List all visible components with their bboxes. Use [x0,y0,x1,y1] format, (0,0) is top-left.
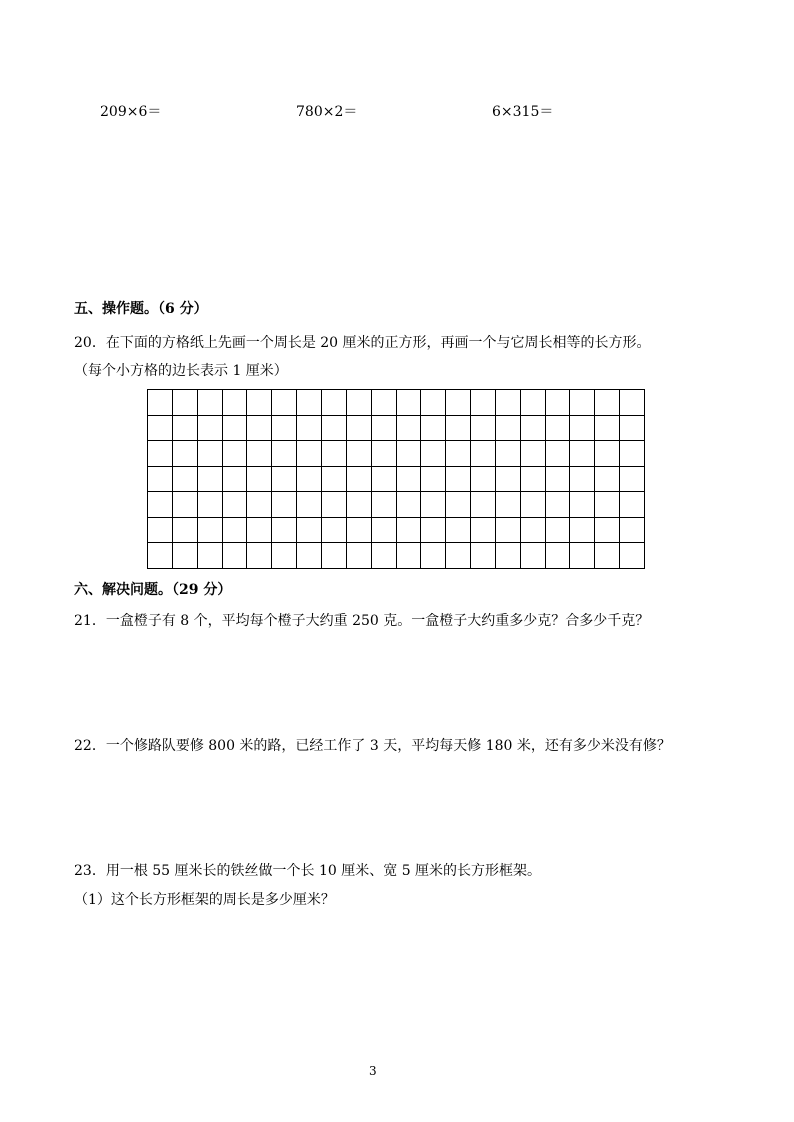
grid-cell [347,467,372,493]
grid-cell [570,518,595,544]
grid-cell [372,390,397,416]
grid-cell [620,467,645,493]
grid-cell [421,441,446,467]
grid-cell [223,467,248,493]
grid-cell [446,467,471,493]
grid-cell [223,390,248,416]
calc-3: 6×315＝ [492,104,554,120]
grid-cell [247,492,272,518]
grid-cell [620,416,645,442]
grid-cell [521,416,546,442]
grid-cell [148,492,173,518]
grid-cell [347,492,372,518]
grid-cell [446,518,471,544]
grid-cell [173,518,198,544]
grid-cell [546,467,571,493]
grid-cell [297,543,322,569]
grid-cell [397,467,422,493]
question-23-part-1: （1）这个长方形框架的周长是多少厘米？ [74,892,335,908]
grid-cell [198,467,223,493]
grid-cell [397,518,422,544]
grid-cell [397,441,422,467]
grid-cell [421,518,446,544]
grid-cell [347,441,372,467]
grid-cell [496,492,521,518]
grid-cell [546,543,571,569]
grid-cell [223,543,248,569]
grid-cell [496,543,521,569]
grid-cell [297,492,322,518]
grid-cell [521,492,546,518]
grid-cell [595,390,620,416]
grid-cell [546,416,571,442]
grid-cell [446,416,471,442]
grid-cell [272,441,297,467]
grid-cell [421,492,446,518]
grid-cell [322,492,347,518]
grid-cell [620,518,645,544]
grid-cell [595,416,620,442]
grid-cell [247,390,272,416]
grid-cell [570,467,595,493]
grid-cell [397,543,422,569]
grid-cell [397,390,422,416]
question-21: 21．一盒橙子有 8 个，平均每个橙子大约重 250 克。一盒橙子大约重多少克？合多少千克？ [74,613,650,629]
grid-cell [223,441,248,467]
grid-cell [347,416,372,442]
grid-cell [570,390,595,416]
grid-cell [198,441,223,467]
grid-cell [595,492,620,518]
grid-cell [148,467,173,493]
grid-cell [595,543,620,569]
grid-cell [297,467,322,493]
grid-cell [397,492,422,518]
grid-cell [570,543,595,569]
grid-cell [322,543,347,569]
grid-cell [496,441,521,467]
grid-cell [247,467,272,493]
grid-cell [521,390,546,416]
grid-cell [595,441,620,467]
grid-cell [223,518,248,544]
grid-cell [198,390,223,416]
grid-cell [272,467,297,493]
calc-1: 209×6＝ [100,104,162,120]
grid-paper [147,389,645,569]
grid-cell [620,441,645,467]
grid-cell [521,518,546,544]
grid-cell [198,416,223,442]
grid-cell [496,467,521,493]
grid-cell [148,390,173,416]
grid-cell [247,543,272,569]
page-number: 3 [369,1064,377,1078]
grid-cell [620,543,645,569]
grid-cell [546,492,571,518]
grid-cell [173,492,198,518]
grid-cell [421,543,446,569]
grid-cell [272,390,297,416]
grid-cell [198,492,223,518]
grid-cell [471,390,496,416]
grid-cell [446,441,471,467]
grid-cell [173,416,198,442]
grid-cell [272,543,297,569]
grid-cell [372,416,397,442]
grid-cell [546,390,571,416]
grid-cell [322,390,347,416]
grid-cell [496,416,521,442]
grid-cell [148,543,173,569]
grid-cell [372,543,397,569]
grid-cell [471,492,496,518]
grid-cell [148,518,173,544]
grid-cell [148,441,173,467]
grid-cell [223,492,248,518]
grid-cell [496,390,521,416]
grid-cell [247,441,272,467]
grid-cell [570,441,595,467]
grid-cell [198,543,223,569]
grid-cell [173,441,198,467]
grid-cell [272,518,297,544]
grid-cell [198,518,223,544]
grid-cell [347,543,372,569]
grid-cell [471,467,496,493]
grid-cell [471,543,496,569]
grid-cell [546,518,571,544]
grid-cell [347,390,372,416]
grid-cell [421,416,446,442]
grid-cell [173,543,198,569]
grid-cell [223,416,248,442]
grid-cell [148,416,173,442]
grid-cell [347,518,372,544]
grid-cell [421,467,446,493]
grid-cell [521,441,546,467]
grid-cell [173,467,198,493]
grid-cell [446,390,471,416]
grid-cell [173,390,198,416]
grid-cell [521,543,546,569]
grid-cell [421,390,446,416]
grid-cell [620,390,645,416]
grid-cell [297,390,322,416]
grid-cell [446,492,471,518]
grid-cell [247,518,272,544]
grid-cell [471,518,496,544]
grid-cell [272,416,297,442]
grid-cell [471,441,496,467]
section6-title: 六、解决问题。（29 分） [74,582,232,598]
calc-2: 780×2＝ [296,104,358,120]
grid-cell [372,518,397,544]
grid-cell [372,492,397,518]
grid-cell [471,416,496,442]
grid-cell [322,441,347,467]
grid-cell [247,416,272,442]
grid-cell [620,492,645,518]
question-20: 20．在下面的方格纸上先画一个周长是 20 厘米的正方形，再画一个与它周长相等的长方形。 [74,335,651,351]
grid-cell [322,467,347,493]
grid-cell [397,416,422,442]
grid-cell [272,492,297,518]
grid-cell [297,441,322,467]
grid-cell [570,416,595,442]
grid-cell [595,518,620,544]
grid-cell [446,543,471,569]
question-22: 22．一个修路队要修 800 米的路，已经工作了 3 天，平均每天修 180 米，还有多少米没有修？ [74,738,671,754]
grid-cell [322,518,347,544]
grid-cell [372,441,397,467]
grid-cell [322,416,347,442]
grid-cell [595,467,620,493]
grid-cell [570,492,595,518]
grid-cell [297,518,322,544]
section5-title: 五、操作题。（6 分） [74,301,208,317]
grid-cell [297,416,322,442]
question-20-note: （每个小方格的边长表示 1 厘米） [74,363,288,379]
question-23: 23．用一根 55 厘米长的铁丝做一个长 10 厘米、宽 5 厘米的长方形框架。 [74,863,542,879]
grid-cell [372,467,397,493]
grid-cell [521,467,546,493]
grid-cell [546,441,571,467]
grid-cell [496,518,521,544]
